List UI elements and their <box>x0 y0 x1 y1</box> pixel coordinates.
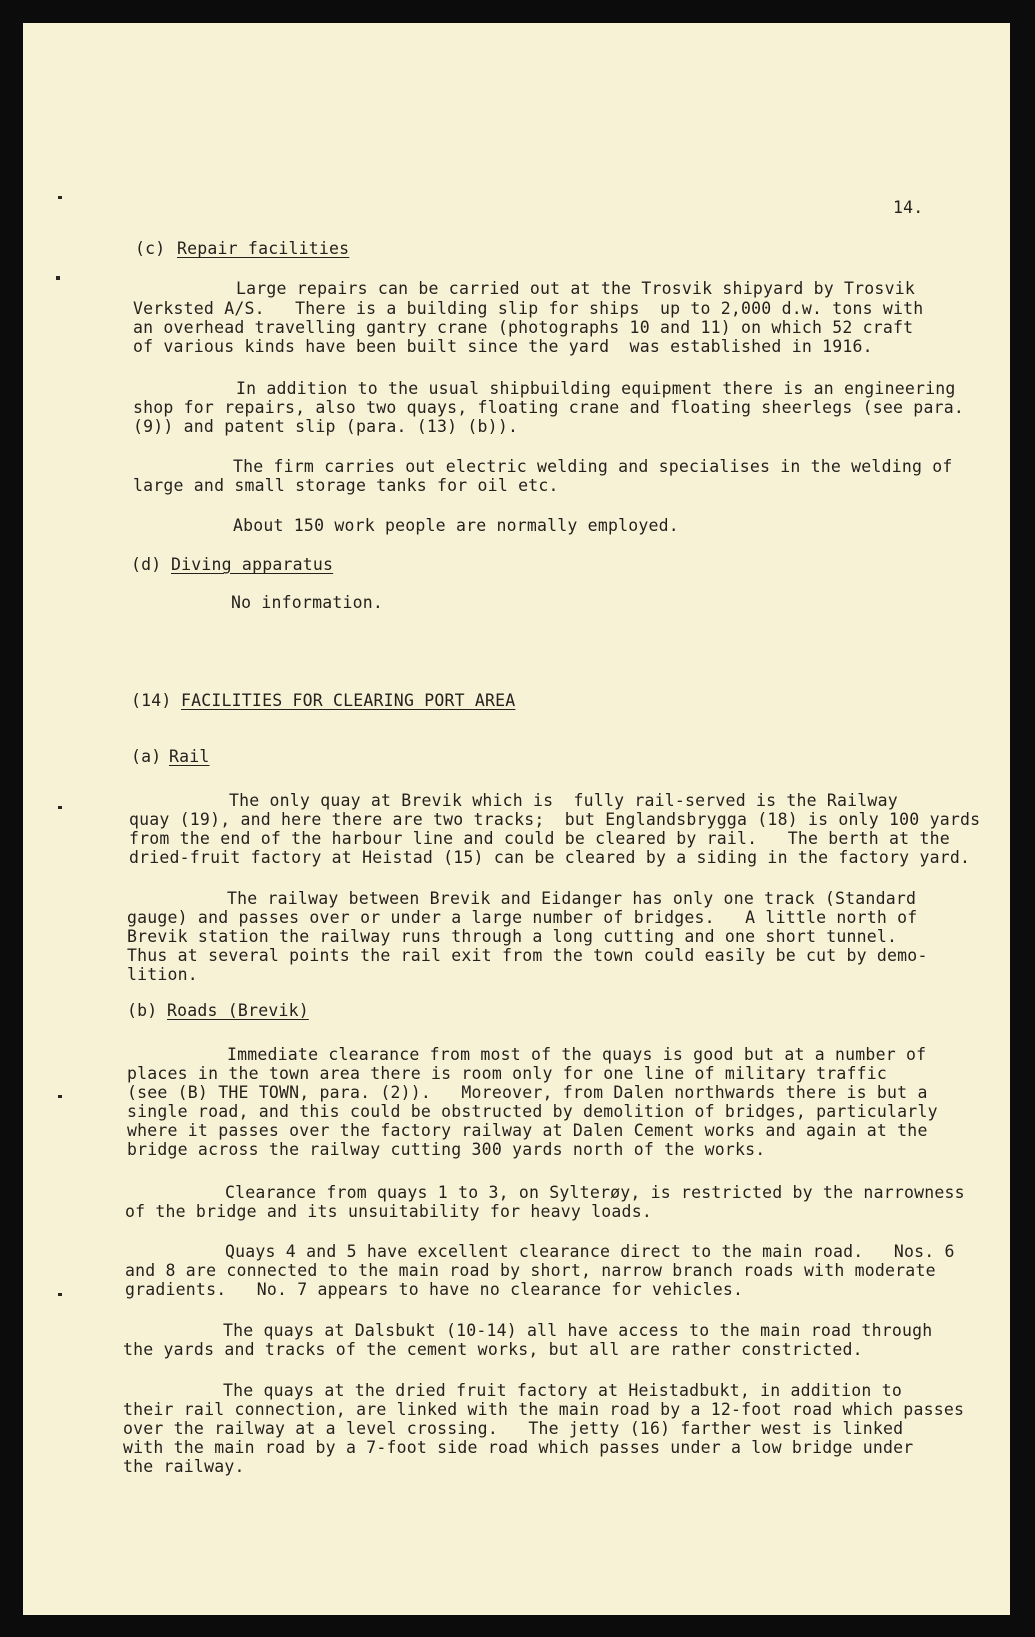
text-line: an overhead travelling gantry crane (photographs 10 and 11) on which 52 craft <box>133 318 914 337</box>
margin-mark <box>56 276 60 280</box>
text-line: places in the town area there is room only for one line of military traffic <box>127 1064 888 1083</box>
text-line: the railway. <box>123 1457 245 1476</box>
text-line: large and small storage tanks for oil etc. <box>133 476 559 495</box>
section-c-label: (c) <box>135 239 166 258</box>
text-line: where it passes over the factory railway at Dalen Cement works and again at the <box>127 1121 928 1140</box>
text-line: The only quay at Brevik which is fully rail-served is the Railway <box>229 791 898 810</box>
page-number: 14. <box>893 198 924 217</box>
text-line: The quays at the dried fruit factory at Heistadbukt, in addition to <box>223 1381 902 1400</box>
text-line: of the bridge and its unsuitability for heavy loads. <box>125 1202 652 1221</box>
text-line: Thus at several points the rail exit from the town could easily be cut by demo- <box>127 946 928 965</box>
section-14-heading: FACILITIES FOR CLEARING PORT AREA <box>181 691 516 710</box>
text-line: The firm carries out electric welding and specialises in the welding of <box>233 457 953 476</box>
text-line: (see (B) THE TOWN, para. (2)). Moreover, from Dalen northwards there is but a <box>127 1083 928 1102</box>
text-line: (9)) and patent slip (para. (13) (b)). <box>133 417 519 436</box>
text-line: The quays at Dalsbukt (10-14) all have access to the main road through <box>223 1321 933 1340</box>
text-line: Quays 4 and 5 have excellent clearance direct to the main road. Nos. 6 <box>225 1242 955 1261</box>
section-a-heading: Rail <box>169 747 210 766</box>
text-line: from the end of the harbour line and could be cleared by rail. The berth at the <box>129 829 950 848</box>
text-line: of various kinds have been built since the yard was established in 1916. <box>133 337 873 356</box>
margin-mark <box>58 196 62 199</box>
text-line: and 8 are connected to the main road by short, narrow branch roads with moderate <box>125 1261 936 1280</box>
margin-mark <box>58 806 62 809</box>
text-line: quay (19), and here there are two tracks; but Englandsbrygga (18) is only 100 yards <box>129 810 981 829</box>
text-line: over the railway at a level crossing. The jetty (16) farther west is linked <box>123 1419 904 1438</box>
text-line: About 150 work people are normally employed. <box>233 516 679 535</box>
section-a-label: (a) <box>131 747 162 766</box>
text-line: Verksted A/S. There is a building slip for ships up to 2,000 d.w. tons with <box>133 299 924 318</box>
text-line: the yards and tracks of the cement works, but all are rather constricted. <box>123 1340 863 1359</box>
text-line: with the main road by a 7-foot side road which passes under a low bridge under <box>123 1438 914 1457</box>
text-line: In addition to the usual shipbuilding equipment there is an engineering <box>236 379 956 398</box>
margin-mark <box>58 1095 62 1098</box>
document-page <box>23 23 1010 1615</box>
text-line: bridge across the railway cutting 300 yards north of the works. <box>127 1140 766 1159</box>
text-line: Large repairs can be carried out at the Trosvik shipyard by Trosvik <box>236 279 915 298</box>
text-line: shop for repairs, also two quays, floating crane and floating sheerlegs (see para. <box>133 398 964 417</box>
section-d-heading: Diving apparatus <box>171 555 334 574</box>
text-line: gauge) and passes over or under a large number of bridges. A little north of <box>127 908 918 927</box>
text-line: dried-fruit factory at Heistad (15) can be cleared by a siding in the factory yard. <box>129 848 971 867</box>
margin-mark <box>58 1293 62 1296</box>
text-line: gradients. No. 7 appears to have no clearance for vehicles. <box>125 1280 744 1299</box>
text-line: Immediate clearance from most of the quays is good but at a number of <box>227 1045 927 1064</box>
text-line: No information. <box>231 593 384 612</box>
section-c-heading: Repair facilities <box>177 239 350 258</box>
text-line: their rail connection, are linked with the main road by a 12-foot road which passes <box>123 1400 965 1419</box>
text-line: The railway between Brevik and Eidanger has only one track (Standard <box>227 889 917 908</box>
text-line: single road, and this could be obstructed by demolition of bridges, particularly <box>127 1102 938 1121</box>
section-b-heading: Roads (Brevik) <box>167 1001 309 1020</box>
section-14-label: (14) <box>131 691 172 710</box>
text-line: Brevik station the railway runs through a long cutting and one short tunnel. <box>127 927 898 946</box>
text-line: lition. <box>127 965 198 984</box>
section-b-label: (b) <box>127 1001 158 1020</box>
section-d-label: (d) <box>131 555 162 574</box>
text-line: Clearance from quays 1 to 3, on Sylterøy, is restricted by the narrowness <box>225 1183 965 1202</box>
